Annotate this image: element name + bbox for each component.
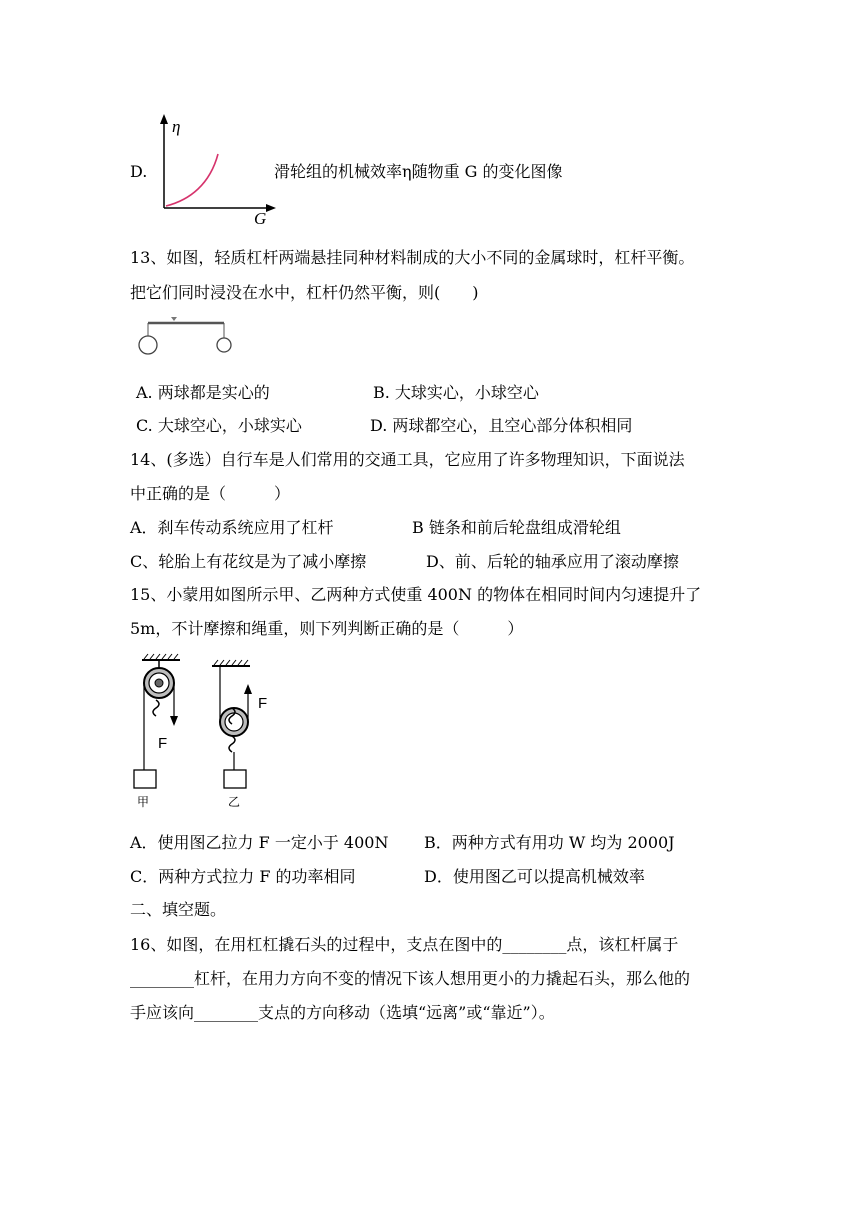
section-title-fill-in: 二、填空题。 (130, 900, 227, 919)
q12-option-d-label: D. (130, 162, 148, 181)
efficiency-graph (150, 112, 280, 230)
q16-line-2: ________杠杆，在用力方向不变的情况下该人想用更小的力撬起石头，那么他的 (130, 969, 691, 988)
force-label-right: F (258, 695, 268, 712)
q15-option-c: C．两种方式拉力 F 的功率相同 (130, 867, 356, 886)
q15-option-b: B．两种方式有用功 W 均为 2000J (424, 833, 675, 852)
weight-box-left (134, 770, 156, 788)
q13-option-a: A. 两球都是实心的 (136, 383, 270, 402)
q14-option-b: B 链条和前后轮盘组成滑轮组 (412, 518, 621, 537)
q13-option-d: D. 两球都空心，且空心部分体积相同 (370, 416, 633, 435)
q15-line-1: 15、小蒙用如图所示甲、乙两种方式使重 400N 的物体在相同时间内匀速提升了 (130, 585, 702, 604)
q14-option-a: A．刹车传动系统应用了杠杆 (130, 518, 334, 537)
graph-y-axis-label: η (172, 117, 181, 136)
q14-line-1: 14、(多选）自行车是人们常用的交通工具，它应用了许多物理知识，下面说法 (130, 450, 685, 469)
q13-line-1: 13、如图，轻质杠杆两端悬挂同种材料制成的大小不同的金属球时，杠杆平衡。 (130, 248, 695, 267)
graph-x-axis-label: G (254, 209, 267, 228)
small-ball (217, 338, 231, 352)
force-label-left: F (158, 735, 168, 752)
q14-line-2: 中正确的是（ ） (130, 484, 291, 503)
q14-option-d: D、前、后轮的轴承应用了滚动摩擦 (426, 552, 679, 571)
q13-option-b: B. 大球实心，小球空心 (373, 383, 539, 402)
weight-box-right (224, 770, 246, 788)
large-ball (139, 336, 157, 354)
label-jia: 甲 (137, 795, 150, 809)
efficiency-curve (166, 154, 218, 206)
q16-line-1: 16、如图，在用杠杠撬石头的过程中，支点在图中的________点，该杠杆属于 (130, 935, 679, 954)
q15-option-a: A．使用图乙拉力 F 一定小于 400N (130, 833, 389, 852)
q12-option-d-text: 滑轮组的机械效率η随物重 G 的变化图像 (274, 162, 563, 181)
pulley-figure (128, 654, 288, 814)
q13-line-2: 把它们同时浸没在水中，杠杆仍然平衡，则( ) (130, 283, 479, 302)
label-yi: 乙 (228, 795, 241, 809)
q15-line-2: 5m，不计摩擦和绳重，则下列判断正确的是（ ） (130, 619, 524, 638)
q13-option-c: C. 大球空心，小球实心 (136, 416, 302, 435)
q14-option-c: C、轮胎上有花纹是为了减小摩擦 (130, 552, 367, 571)
lever-balls-figure (138, 316, 238, 356)
q16-line-3: 手应该向________支点的方向移动（选填“远离”或“靠近”）。 (130, 1003, 555, 1022)
q15-option-d: D．使用图乙可以提高机械效率 (424, 867, 645, 886)
